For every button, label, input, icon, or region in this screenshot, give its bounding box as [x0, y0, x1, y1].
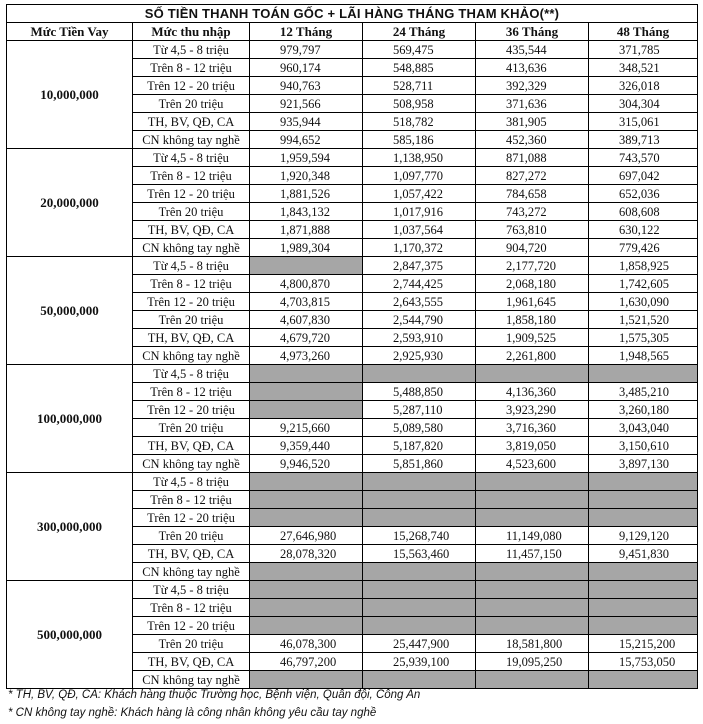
payment-value-cell: 1,521,520 — [589, 311, 698, 329]
unavailable-cell — [363, 617, 476, 635]
unavailable-cell — [476, 473, 589, 491]
unavailable-cell — [589, 365, 698, 383]
payment-value-cell: 46,797,200 — [250, 653, 363, 671]
payment-value-cell: 960,174 — [250, 59, 363, 77]
payment-value-cell: 452,360 — [476, 131, 589, 149]
income-level-cell: TH, BV, QĐ, CA — [133, 545, 250, 563]
payment-value-cell: 4,800,870 — [250, 275, 363, 293]
income-level-cell: Trên 8 - 12 triệu — [133, 59, 250, 77]
income-level-cell: Từ 4,5 - 8 triệu — [133, 473, 250, 491]
unavailable-cell — [589, 491, 698, 509]
payment-value-cell: 1,961,645 — [476, 293, 589, 311]
payment-value-cell: 779,426 — [589, 239, 698, 257]
header-loan-amount: Mức Tiền Vay — [7, 23, 133, 41]
unavailable-cell — [250, 383, 363, 401]
unavailable-cell — [363, 491, 476, 509]
payment-value-cell: 1,097,770 — [363, 167, 476, 185]
payment-value-cell: 9,129,120 — [589, 527, 698, 545]
payment-value-cell: 392,329 — [476, 77, 589, 95]
loan-amount-cell: 10,000,000 — [7, 41, 133, 149]
payment-value-cell: 15,268,740 — [363, 527, 476, 545]
income-level-cell: Trên 20 triệu — [133, 635, 250, 653]
payment-value-cell: 3,150,610 — [589, 437, 698, 455]
income-level-cell: Trên 12 - 20 triệu — [133, 77, 250, 95]
payment-value-cell: 15,563,460 — [363, 545, 476, 563]
unavailable-cell — [589, 581, 698, 599]
header-income-level: Mức thu nhập — [133, 23, 250, 41]
payment-value-cell: 3,923,290 — [476, 401, 589, 419]
income-level-cell: Từ 4,5 - 8 triệu — [133, 41, 250, 59]
header-24-months: 24 Tháng — [363, 23, 476, 41]
unavailable-cell — [250, 509, 363, 527]
payment-value-cell: 630,122 — [589, 221, 698, 239]
table-row — [7, 365, 698, 383]
income-level-cell: CN không tay nghề — [133, 671, 250, 689]
unavailable-cell — [476, 509, 589, 527]
unavailable-cell — [589, 671, 698, 689]
unavailable-cell — [476, 365, 589, 383]
unavailable-cell — [250, 365, 363, 383]
payment-value-cell: 2,643,555 — [363, 293, 476, 311]
payment-value-cell: 1,909,525 — [476, 329, 589, 347]
income-level-cell: Từ 4,5 - 8 triệu — [133, 149, 250, 167]
payment-value-cell: 569,475 — [363, 41, 476, 59]
payment-value-cell: 608,608 — [589, 203, 698, 221]
payment-value-cell: 1,989,304 — [250, 239, 363, 257]
payment-value-cell: 3,485,210 — [589, 383, 698, 401]
payment-value-cell: 389,713 — [589, 131, 698, 149]
payment-value-cell: 371,636 — [476, 95, 589, 113]
table-row — [7, 41, 698, 59]
loan-amount-cell: 500,000,000 — [7, 581, 133, 689]
payment-value-cell: 4,973,260 — [250, 347, 363, 365]
payment-value-cell: 2,177,720 — [476, 257, 589, 275]
payment-table — [6, 4, 698, 689]
income-level-cell: Trên 20 triệu — [133, 203, 250, 221]
table-title: SỐ TIỀN THANH TOÁN GỐC + LÃI HÀNG THÁNG THAM KHẢO(**) — [7, 5, 698, 23]
income-level-cell: CN không tay nghề — [133, 563, 250, 581]
payment-value-cell: 4,523,600 — [476, 455, 589, 473]
payment-value-cell: 940,763 — [250, 77, 363, 95]
payment-value-cell: 904,720 — [476, 239, 589, 257]
payment-value-cell: 315,061 — [589, 113, 698, 131]
payment-value-cell: 548,885 — [363, 59, 476, 77]
unavailable-cell — [250, 581, 363, 599]
unavailable-cell — [250, 257, 363, 275]
payment-value-cell: 5,851,860 — [363, 455, 476, 473]
payment-value-cell: 25,447,900 — [363, 635, 476, 653]
payment-value-cell: 348,521 — [589, 59, 698, 77]
payment-value-cell: 2,847,375 — [363, 257, 476, 275]
header-12-months: 12 Tháng — [250, 23, 363, 41]
unavailable-cell — [250, 473, 363, 491]
payment-value-cell: 1,871,888 — [250, 221, 363, 239]
income-level-cell: Trên 12 - 20 triệu — [133, 185, 250, 203]
income-level-cell: Trên 12 - 20 triệu — [133, 401, 250, 419]
payment-value-cell: 11,149,080 — [476, 527, 589, 545]
income-level-cell: Trên 12 - 20 triệu — [133, 617, 250, 635]
payment-value-cell: 9,451,830 — [589, 545, 698, 563]
unavailable-cell — [250, 491, 363, 509]
unavailable-cell — [250, 617, 363, 635]
income-level-cell: TH, BV, QĐ, CA — [133, 437, 250, 455]
payment-value-cell: 4,136,360 — [476, 383, 589, 401]
payment-value-cell: 11,457,150 — [476, 545, 589, 563]
payment-value-cell: 15,753,050 — [589, 653, 698, 671]
income-level-cell: Trên 20 triệu — [133, 527, 250, 545]
payment-value-cell: 1,138,950 — [363, 149, 476, 167]
payment-value-cell: 2,068,180 — [476, 275, 589, 293]
table-body — [7, 41, 698, 689]
unavailable-cell — [476, 491, 589, 509]
income-level-cell: Từ 4,5 - 8 triệu — [133, 581, 250, 599]
payment-value-cell: 3,260,180 — [589, 401, 698, 419]
payment-value-cell: 19,095,250 — [476, 653, 589, 671]
payment-value-cell: 1,948,565 — [589, 347, 698, 365]
loan-amount-cell: 300,000,000 — [7, 473, 133, 581]
unavailable-cell — [476, 563, 589, 581]
payment-value-cell: 27,646,980 — [250, 527, 363, 545]
unavailable-cell — [476, 617, 589, 635]
unavailable-cell — [589, 509, 698, 527]
payment-value-cell: 3,819,050 — [476, 437, 589, 455]
income-level-cell: Trên 20 triệu — [133, 311, 250, 329]
unavailable-cell — [476, 581, 589, 599]
payment-value-cell: 743,272 — [476, 203, 589, 221]
payment-value-cell: 2,593,910 — [363, 329, 476, 347]
income-level-cell: CN không tay nghề — [133, 131, 250, 149]
income-level-cell: CN không tay nghề — [133, 347, 250, 365]
payment-value-cell: 1,742,605 — [589, 275, 698, 293]
income-level-cell: Trên 12 - 20 triệu — [133, 509, 250, 527]
payment-value-cell: 2,261,800 — [476, 347, 589, 365]
payment-value-cell: 3,043,040 — [589, 419, 698, 437]
payment-value-cell: 1,858,925 — [589, 257, 698, 275]
income-level-cell: Trên 12 - 20 triệu — [133, 293, 250, 311]
header-48-months: 48 Tháng — [589, 23, 698, 41]
payment-value-cell: 1,881,526 — [250, 185, 363, 203]
payment-value-cell: 46,078,300 — [250, 635, 363, 653]
payment-value-cell: 518,782 — [363, 113, 476, 131]
income-level-cell: CN không tay nghề — [133, 455, 250, 473]
unavailable-cell — [363, 509, 476, 527]
footnote: * TH, BV, QĐ, CA: Khách hàng thuộc Trường học, Bệnh viện, Quân đội, Công An — [8, 689, 421, 701]
unavailable-cell — [363, 365, 476, 383]
payment-value-cell: 763,810 — [476, 221, 589, 239]
payment-value-cell: 585,186 — [363, 131, 476, 149]
payment-value-cell: 1,630,090 — [589, 293, 698, 311]
payment-value-cell: 827,272 — [476, 167, 589, 185]
payment-value-cell: 935,944 — [250, 113, 363, 131]
loan-amount-cell: 50,000,000 — [7, 257, 133, 365]
income-level-cell: Trên 8 - 12 triệu — [133, 383, 250, 401]
payment-value-cell: 413,636 — [476, 59, 589, 77]
unavailable-cell — [476, 599, 589, 617]
income-level-cell: Trên 8 - 12 triệu — [133, 167, 250, 185]
payment-value-cell: 528,711 — [363, 77, 476, 95]
payment-value-cell: 1,057,422 — [363, 185, 476, 203]
payment-value-cell: 1,920,348 — [250, 167, 363, 185]
income-level-cell: Trên 8 - 12 triệu — [133, 599, 250, 617]
payment-value-cell: 1,858,180 — [476, 311, 589, 329]
payment-value-cell: 1,170,372 — [363, 239, 476, 257]
payment-value-cell: 2,744,425 — [363, 275, 476, 293]
unavailable-cell — [363, 581, 476, 599]
payment-value-cell: 9,359,440 — [250, 437, 363, 455]
unavailable-cell — [363, 473, 476, 491]
table-row — [7, 581, 698, 599]
income-level-cell: Trên 8 - 12 triệu — [133, 275, 250, 293]
payment-value-cell: 5,187,820 — [363, 437, 476, 455]
payment-value-cell: 1,959,594 — [250, 149, 363, 167]
payment-value-cell: 1,017,916 — [363, 203, 476, 221]
payment-value-cell: 4,607,830 — [250, 311, 363, 329]
income-level-cell: Trên 8 - 12 triệu — [133, 491, 250, 509]
income-level-cell: TH, BV, QĐ, CA — [133, 221, 250, 239]
payment-value-cell: 304,304 — [589, 95, 698, 113]
payment-value-cell: 871,088 — [476, 149, 589, 167]
payment-value-cell: 371,785 — [589, 41, 698, 59]
unavailable-cell — [589, 563, 698, 581]
unavailable-cell — [363, 599, 476, 617]
income-level-cell: TH, BV, QĐ, CA — [133, 653, 250, 671]
payment-value-cell: 994,652 — [250, 131, 363, 149]
payment-value-cell: 2,925,930 — [363, 347, 476, 365]
unavailable-cell — [363, 563, 476, 581]
footnote: * CN không tay nghề: Khách hàng là công nhân không yêu cầu tay nghề — [8, 707, 377, 719]
payment-value-cell: 9,215,660 — [250, 419, 363, 437]
payment-value-cell: 2,544,790 — [363, 311, 476, 329]
unavailable-cell — [250, 599, 363, 617]
payment-value-cell: 435,544 — [476, 41, 589, 59]
unavailable-cell — [250, 401, 363, 419]
unavailable-cell — [589, 473, 698, 491]
payment-value-cell: 1,037,564 — [363, 221, 476, 239]
unavailable-cell — [589, 617, 698, 635]
payment-value-cell: 1,843,132 — [250, 203, 363, 221]
header-36-months: 36 Tháng — [476, 23, 589, 41]
payment-value-cell: 508,958 — [363, 95, 476, 113]
unavailable-cell — [476, 671, 589, 689]
income-level-cell: Từ 4,5 - 8 triệu — [133, 257, 250, 275]
income-level-cell: Từ 4,5 - 8 triệu — [133, 365, 250, 383]
header-row — [7, 23, 698, 41]
payment-value-cell: 18,581,800 — [476, 635, 589, 653]
table-row — [7, 149, 698, 167]
payment-value-cell: 9,946,520 — [250, 455, 363, 473]
payment-value-cell: 743,570 — [589, 149, 698, 167]
payment-value-cell: 5,287,110 — [363, 401, 476, 419]
payment-value-cell: 4,679,720 — [250, 329, 363, 347]
footnotes — [8, 686, 420, 722]
income-level-cell: TH, BV, QĐ, CA — [133, 113, 250, 131]
payment-value-cell: 784,658 — [476, 185, 589, 203]
payment-value-cell: 3,716,360 — [476, 419, 589, 437]
table-row — [7, 257, 698, 275]
payment-value-cell: 28,078,320 — [250, 545, 363, 563]
payment-value-cell: 381,905 — [476, 113, 589, 131]
payment-value-cell: 3,897,130 — [589, 455, 698, 473]
loan-amount-cell: 20,000,000 — [7, 149, 133, 257]
payment-value-cell: 4,703,815 — [250, 293, 363, 311]
payment-value-cell: 697,042 — [589, 167, 698, 185]
loan-amount-cell: 100,000,000 — [7, 365, 133, 473]
payment-value-cell: 5,089,580 — [363, 419, 476, 437]
income-level-cell: Trên 20 triệu — [133, 419, 250, 437]
unavailable-cell — [589, 599, 698, 617]
payment-value-cell: 1,575,305 — [589, 329, 698, 347]
payment-value-cell: 15,215,200 — [589, 635, 698, 653]
payment-value-cell: 979,797 — [250, 41, 363, 59]
payment-value-cell: 5,488,850 — [363, 383, 476, 401]
income-level-cell: CN không tay nghề — [133, 239, 250, 257]
payment-value-cell: 652,036 — [589, 185, 698, 203]
payment-value-cell: 921,566 — [250, 95, 363, 113]
income-level-cell: TH, BV, QĐ, CA — [133, 329, 250, 347]
payment-value-cell: 25,939,100 — [363, 653, 476, 671]
payment-value-cell: 326,018 — [589, 77, 698, 95]
unavailable-cell — [250, 563, 363, 581]
income-level-cell: Trên 20 triệu — [133, 95, 250, 113]
table-row — [7, 473, 698, 491]
